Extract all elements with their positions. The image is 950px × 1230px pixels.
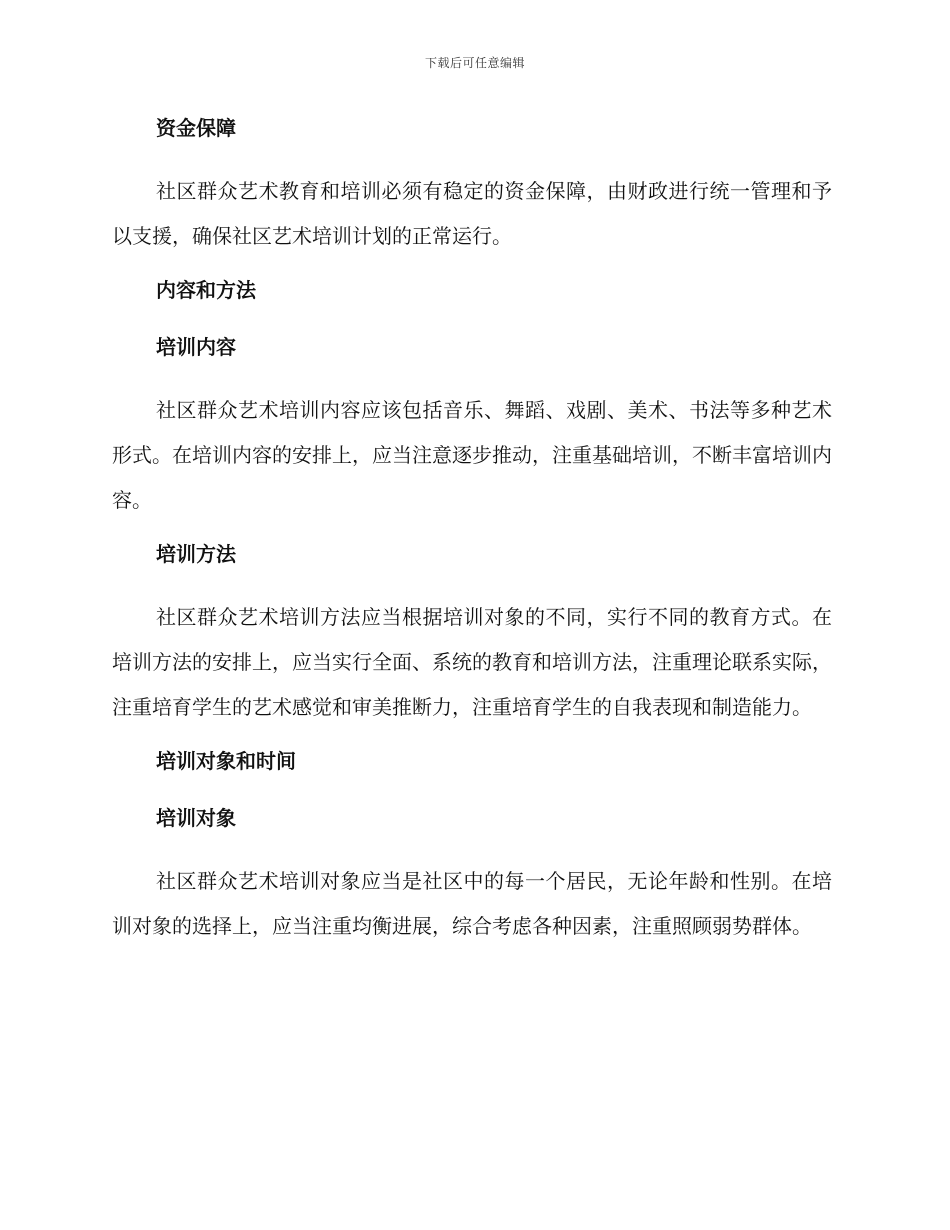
subsection-heading-training-target: 培训对象 [156,806,236,830]
subsection-heading-training-content: 培训内容 [156,335,236,359]
section-heading-target-time: 培训对象和时间 [156,749,296,773]
document-body [112,112,832,964]
section-heading-content-methods: 内容和方法 [156,278,256,302]
page-header-note: 下载后可任意编辑 [424,56,525,70]
paragraph-training-methods: 社区群众艺术培训方法应当根据培训对象的不同，实行不同的教育方式。在培训方法的安排上，应当实行全面、系统的教育和培训方法，注重理论联系实际，注重培育学生的艺术感觉和审美推断力，注重培育学生的自我表现和制造能力。 [112,605,832,719]
paragraph-training-target: 社区群众艺术培训对象应当是社区中的每一个居民，无论年龄和性别。在培训对象的选择上，应当注重均衡进展，综合考虑各种因素，注重照顾弱势群体。 [112,869,832,938]
paragraph-training-content: 社区群众艺术培训内容应该包括音乐、舞蹈、戏剧、美术、书法等多种艺术形式。在培训内容的安排上，应当注意逐步推动，注重基础培训，不断丰富培训内容。 [112,398,832,512]
section-heading-funding: 资金保障 [156,116,236,140]
paragraph-funding: 社区群众艺术教育和培训必须有稳定的资金保障，由财政进行统一管理和予以支援，确保社区艺术培训计划的正常运行。 [112,179,832,248]
subsection-heading-training-methods: 培训方法 [156,542,236,566]
